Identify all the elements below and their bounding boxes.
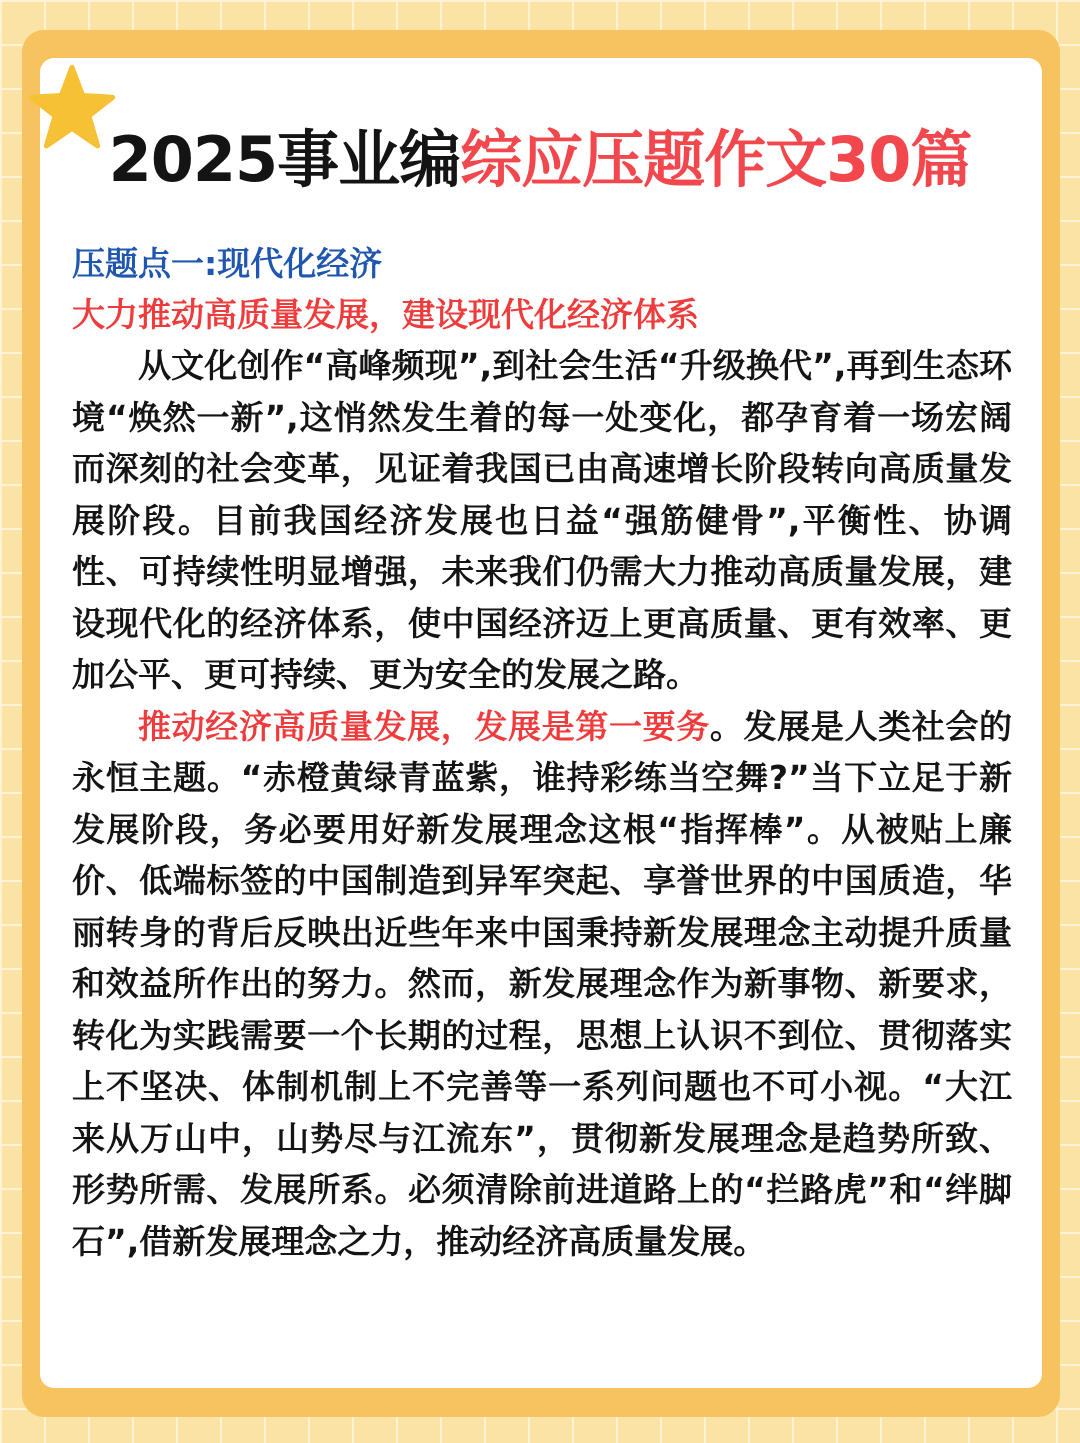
section-subtitle: 大力推动高质量发展，建设现代化经济体系 (72, 295, 699, 334)
paragraph-2-highlight: 推动经济高质量发展，发展是第一要务 (138, 706, 710, 746)
section-label: 压题点一:现代化经济 (72, 244, 383, 283)
page-title (0, 118, 1080, 202)
paragraph-2 (72, 701, 1012, 1268)
title-part-black: 2025事业编 (108, 123, 461, 196)
paragraph-1: 从文化创作“高峰频现”,到社会生活“升级换代”,再到生态环境“焕然一新”,这悄然发生着的每一处变化，都孕育着一场宏阔而深刻的社会变革，见证着我国已由高速增长阶段转向高质量发展阶段。目前我国经济发展也日益“强筋健骨”,平衡性、协调性、可持续性明显增强，未来我们仍需大力推动高质量发展，建设现代化的经济体系，使中国经济迈上更高质量、更有效率、更加公平、更可持续、更为安全的发展之路。 (72, 346, 1012, 694)
article-body (72, 238, 1012, 1267)
title-part-red: 综应压题作文30篇 (460, 123, 972, 196)
paragraph-2-body: 。发展是人类社会的永恒主题。“赤橙黄绿青蓝紫，谁持彩练当空舞?”当下立足于新发展阶段，务必要用好新发展理念这根“指挥棒”。从被贴上廉价、低端标签的中国制造到异军突起、享誉世界的中国质造，华丽转身的背后反映出近些年来中国秉持新发展理念主动提升质量和效益所作出的努力。然而，新发展理念作为新事物、新要求，转化为实践需要一个长期的过程，思想上认识不到位、贯彻落实上不坚决、体制机制上不完善等一系列问题也不可小视。“大江来从万山中，山势尽与江流东”，贯彻新发展理念是趋势所致、形势所需、发展所系。必须清除前进道路上的“拦路虎”和“绊脚石”,借新发展理念之力，推动经济高质量发展。 (72, 706, 1013, 1261)
